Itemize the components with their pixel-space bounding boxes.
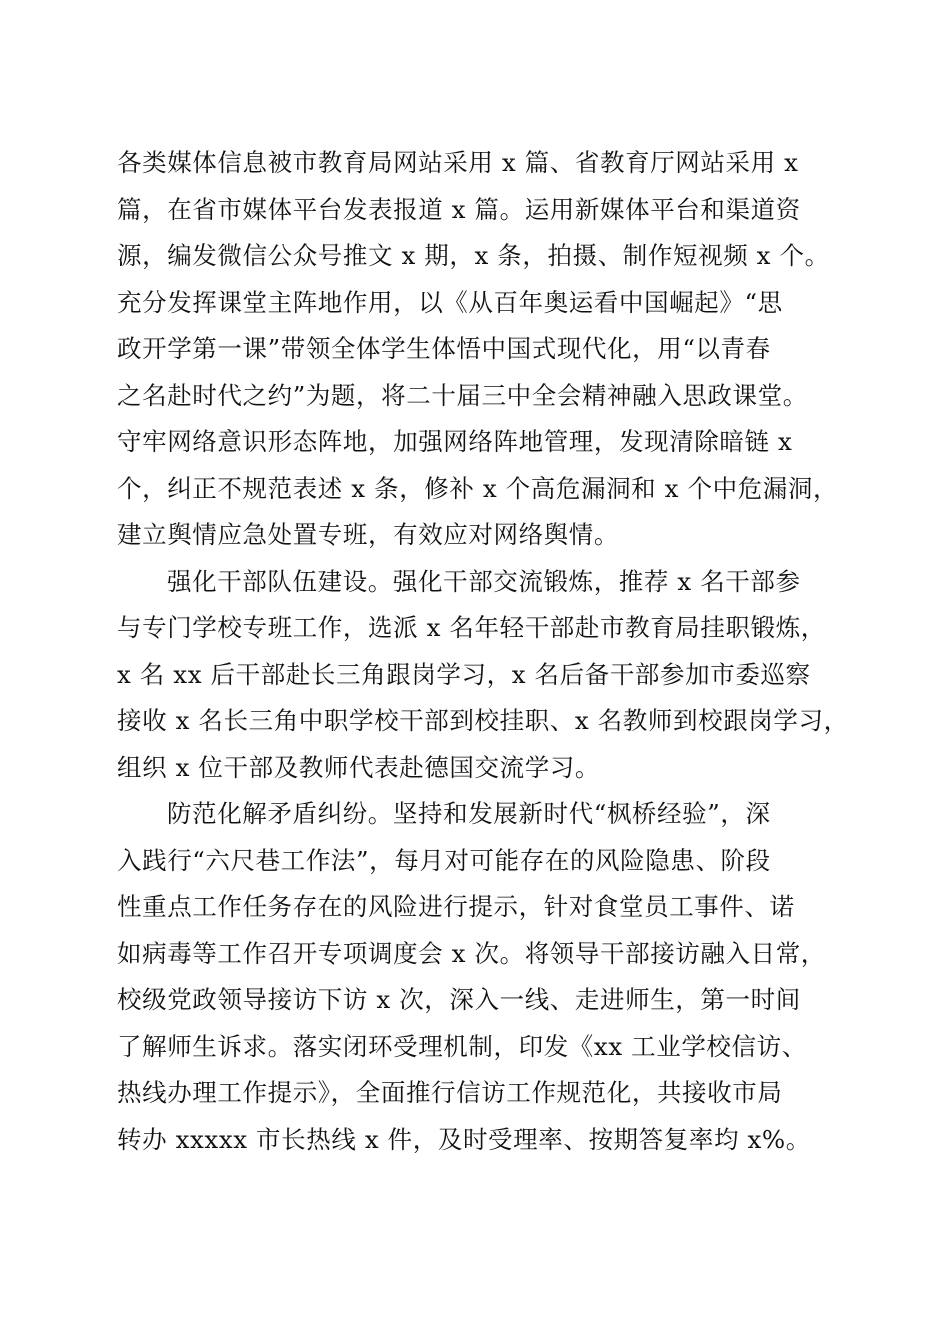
paragraph-line: 如病毒等工作召开专项调度会 x 次。将领导干部接访融入日常， <box>117 938 826 968</box>
paragraph-line: 性重点工作任务存在的风险进行提示，针对食堂员工事件、诺 <box>117 892 795 921</box>
paragraph-line: 守牢网络意识形态阵地，加强网络阵地管理，发现清除暗链 x <box>117 427 793 456</box>
paragraph-line: 政开学第一课”带领全体学生体悟中国式现代化，用“以青春 <box>117 334 771 363</box>
paragraph-line: 源，编发微信公众号推文 x 期，x 条，拍摄、制作短视频 x 个。 <box>117 241 830 270</box>
paragraph-line: 充分发挥课堂主阵地作用，以《从百年奥运看中国崛起》“思 <box>117 287 783 317</box>
paragraph-line: 入践行“六尺巷工作法”，每月对可能存在的风险隐患、阶段 <box>117 845 771 875</box>
paragraph-line: 组织 x 位干部及教师代表赴德国交流学习。 <box>117 752 600 782</box>
paragraph-line: 防范化解矛盾纠纷。坚持和发展新时代“枫桥经验”，深 <box>167 799 771 828</box>
paragraph-line: 与专门学校专班工作，选派 x 名年轻干部赴市教育局挂职锻炼， <box>117 613 826 642</box>
paragraph-line: 转办 xxxxx 市长热线 x 件，及时受理率、按期答复率均 x%。 <box>117 1124 811 1154</box>
paragraph-line: 各类媒体信息被市教育局网站采用 x 篇、省教育厅网站采用 x <box>117 148 799 177</box>
paragraph-line: 个，纠正不规范表述 x 条，修补 x 个高危漏洞和 x 个中危漏洞， <box>117 473 839 503</box>
paragraph-line: 之名赴时代之约”为题，将二十届三中全会精神融入思政课堂。 <box>117 380 808 410</box>
paragraph-line: 热线办理工作提示》，全面推行信访工作规范化，共接收市局 <box>117 1078 783 1107</box>
paragraph-disputes <box>117 791 837 1163</box>
paragraph-line: 了解师生诉求。落实闭环受理机制，印发《xx 工业学校信访、 <box>117 1031 807 1061</box>
paragraph-line: x 名 xx 后干部赴长三角跟岗学习，x 名后备干部参加市委巡察 <box>117 659 811 689</box>
paragraph-line: 接收 x 名长三角中职学校干部到校挂职、x 名教师到校跟岗学习， <box>117 706 849 735</box>
paragraph-line: 篇，在省市媒体平台发表报道 x 篇。运用新媒体平台和渠道资 <box>117 194 801 224</box>
paragraph-media-ideology <box>117 140 837 559</box>
paragraph-line: 校级党政领导接访下访 x 次，深入一线、走进师生，第一时间 <box>117 985 801 1014</box>
document-body <box>117 140 849 1163</box>
paragraph-line: 建立舆情应急处置专班，有效应对网络舆情。 <box>117 520 619 549</box>
paragraph-cadre-team <box>117 559 849 792</box>
paragraph-line: 强化干部队伍建设。强化干部交流锻炼，推荐 x 名干部参 <box>167 566 801 596</box>
